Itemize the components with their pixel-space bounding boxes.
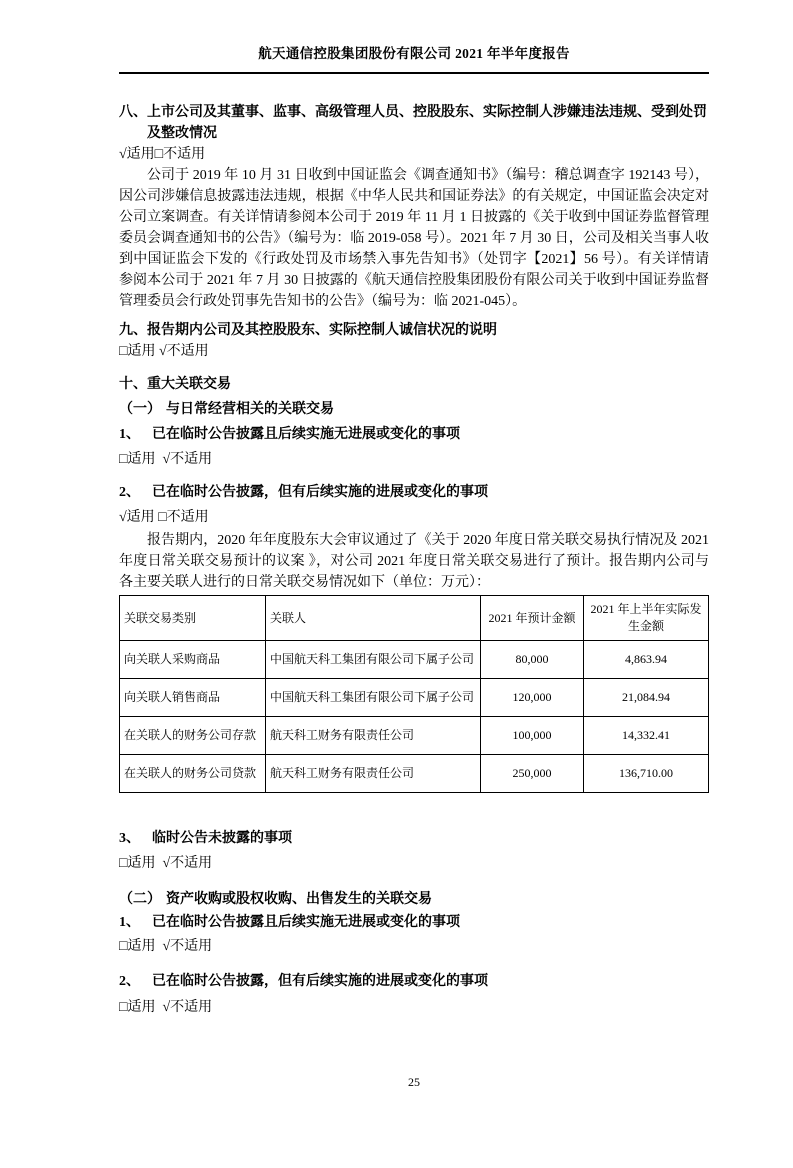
subsection-2-title: 资产收购或股权收购、出售发生的关联交易 — [166, 892, 432, 907]
section-8-heading — [119, 102, 709, 144]
sub2-item-2-applicability: □适用 √不适用 — [119, 1000, 213, 1015]
section-10-heading — [119, 374, 709, 395]
sub2-item-1-number: 1、 — [119, 915, 140, 930]
table-cell-text: 中国航天科工集团有限公司下属子公司 — [266, 641, 481, 679]
table-cell-amount: 14,332.41 — [584, 717, 709, 755]
section-8-applicability: √适用□不适用 — [119, 147, 206, 162]
section-8-number: 八、 — [119, 105, 147, 120]
section-10-number: 十、 — [119, 377, 147, 392]
page-number: 25 — [408, 1075, 420, 1089]
table-cell-amount: 21,084.94 — [584, 679, 709, 717]
section-9-applicability: □适用 √不适用 — [119, 344, 209, 359]
table-header-cell: 2021 年预计金额 — [481, 596, 584, 641]
table-row — [120, 641, 709, 679]
sub1-item-1-applicability: □适用 √不适用 — [119, 452, 213, 467]
page-header — [119, 46, 709, 74]
table-cell-text: 在关联人的财务公司贷款 — [120, 755, 266, 793]
sub2-item-1-applicability: □适用 √不适用 — [119, 939, 213, 954]
section-9-title: 报告期内公司及其控股股东、实际控制人诚信状况的说明 — [147, 323, 497, 338]
table-row — [120, 717, 709, 755]
sub1-item-2-title: 已在临时公告披露，但有后续实施的进展或变化的事项 — [152, 485, 488, 500]
sub1-item-3-title: 临时公告未披露的事项 — [152, 831, 292, 846]
sub2-item-1-title: 已在临时公告披露且后续实施无进展或变化的事项 — [152, 915, 460, 930]
subsection-1-marker: （一） — [119, 402, 161, 417]
sub1-item-2-applicability: √适用 □不适用 — [119, 510, 209, 525]
table-cell-amount: 250,000 — [481, 755, 584, 793]
section-9-heading — [119, 320, 709, 341]
page-footer — [119, 1075, 709, 1090]
sub1-item-1-heading — [119, 424, 709, 445]
sub1-item-2-paragraph: 报告期内，2020 年年度股东大会审议通过了《关于 2020 年度日常关联交易执行情况及 2021 年度日常关联交易预计的议案 》，对公司 2021 年度日常关联交易进行了预计。报告期内公司与各主要关联人进行的日常关联交易情况如下（单位：万元）： — [119, 533, 709, 590]
sub2-item-1-heading — [119, 912, 709, 933]
sub1-item-1-number: 1、 — [119, 427, 140, 442]
table-cell-text: 向关联人采购商品 — [120, 641, 266, 679]
related-transactions-table — [119, 595, 709, 793]
sub2-item-2-heading — [119, 971, 709, 992]
table-cell-amount: 4,863.94 — [584, 641, 709, 679]
table-row — [120, 679, 709, 717]
subsection-2-heading — [119, 889, 709, 910]
sub1-item-3-heading — [119, 828, 709, 849]
sub2-item-2-number: 2、 — [119, 974, 140, 989]
sub1-item-3-number: 3、 — [119, 831, 140, 846]
table-header-cell: 2021 年上半年实际发生金额 — [584, 596, 709, 641]
table-cell-amount: 136,710.00 — [584, 755, 709, 793]
section-10-title: 重大关联交易 — [147, 377, 231, 392]
table-cell-text: 航天科工财务有限责任公司 — [266, 755, 481, 793]
table-cell-amount: 120,000 — [481, 679, 584, 717]
sub1-item-2-heading — [119, 482, 709, 503]
table-cell-amount: 80,000 — [481, 641, 584, 679]
table-cell-text: 航天科工财务有限责任公司 — [266, 717, 481, 755]
report-page — [0, 46, 793, 1090]
sub2-item-2-title: 已在临时公告披露，但有后续实施的进展或变化的事项 — [152, 974, 488, 989]
table-cell-text: 中国航天科工集团有限公司下属子公司 — [266, 679, 481, 717]
table-row — [120, 755, 709, 793]
table-cell-amount: 100,000 — [481, 717, 584, 755]
table-header-cell: 关联人 — [266, 596, 481, 641]
section-9-number: 九、 — [119, 323, 147, 338]
table-cell-text: 在关联人的财务公司存款 — [120, 717, 266, 755]
section-8-paragraph: 公司于 2019 年 10 月 31 日收到中国证监会《调查通知书》（编号：稽总调查字 192143 号），因公司涉嫌信息披露违法违规，根据《中华人民共和国证券法》的有关规定，中国证监会决定对公司立案调查。有关详情请参阅本公司于 2019 年 11 月 1 日披露的《关于收到中国证券监督管理委员会调查通知书的公告》（编号为：临 2019-058 号）。2021 年 7 月 30 日，公司及相关当事人收到中国证监会下发的《行政处罚及市场禁入事先告知书》（处罚字【2021】56 号）。有关详情请参阅本公司于 2021 年 7 月 30 日披露的《航天通信控股集团股份有限公司关于收到中国证券监督管理委员会行政处罚事先告知书的公告》（编号为：临 2021-045）。 — [119, 168, 709, 309]
subsection-1-title: 与日常经营相关的关联交易 — [166, 402, 334, 417]
subsection-1-heading — [119, 399, 709, 420]
report-title: 航天通信控股集团股份有限公司 2021 年半年度报告 — [258, 46, 570, 61]
subsection-2-marker: （二） — [119, 892, 161, 907]
sub1-item-1-title: 已在临时公告披露且后续实施无进展或变化的事项 — [152, 427, 460, 442]
sub1-item-3-applicability: □适用 √不适用 — [119, 856, 213, 871]
table-header-cell: 关联交易类别 — [120, 596, 266, 641]
table-cell-text: 向关联人销售商品 — [120, 679, 266, 717]
sub1-item-2-number: 2、 — [119, 485, 140, 500]
section-8-title: 上市公司及其董事、监事、高级管理人员、控股股东、实际控制人涉嫌违法违规、受到处罚及整改情况 — [147, 105, 707, 141]
table-header-row — [120, 596, 709, 641]
